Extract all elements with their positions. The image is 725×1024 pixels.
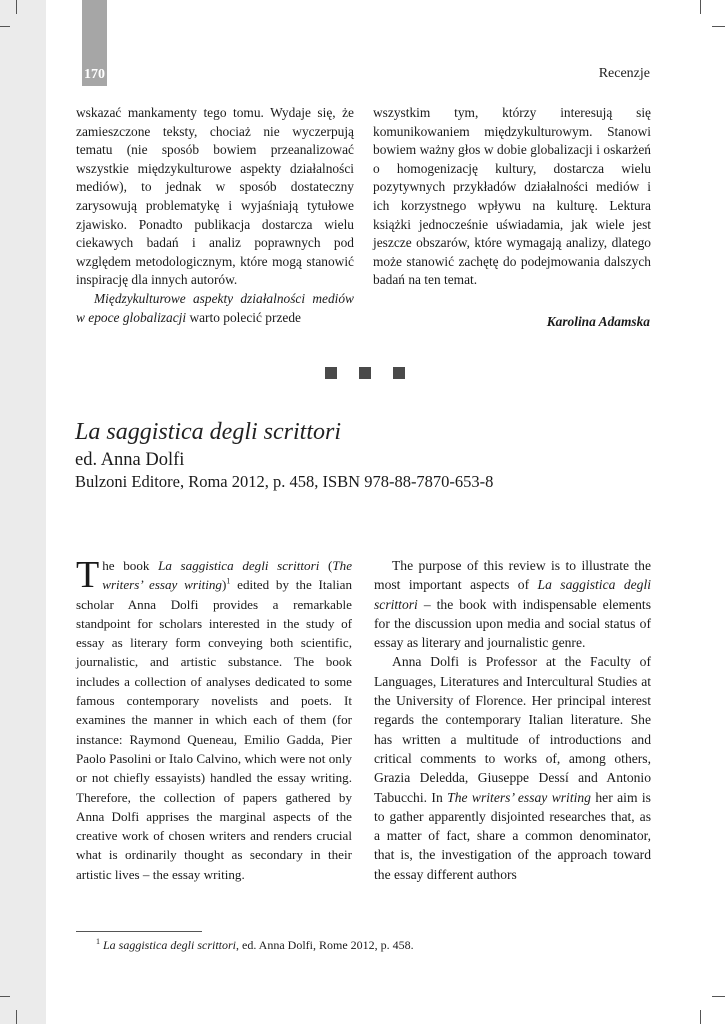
previous-review-book-title: Międzykulturowe aspekty działalności mediów w epoce globalizacji (76, 290, 354, 325)
section-separator (325, 367, 405, 379)
book-publication-info: Bulzoni Editore, Roma 2012, p. 458, ISBN 978-88-7870-653-8 (75, 472, 494, 491)
crop-mark (712, 26, 725, 27)
footnote-rule (76, 931, 202, 932)
separator-square (359, 367, 371, 379)
running-head: Recenzje (598, 66, 650, 81)
review-left-column (76, 556, 352, 884)
crop-mark (712, 996, 725, 997)
page-number: 170 (84, 67, 105, 82)
crop-mark (0, 26, 10, 27)
book-title: La saggistica degli scrittori (75, 419, 342, 445)
review-right-column (374, 556, 651, 884)
separator-square (393, 367, 405, 379)
footnote-marker[interactable]: 1 (226, 576, 231, 586)
crop-mark (16, 0, 17, 14)
footnote-number: 1 (96, 937, 100, 946)
review-paragraph: The book La saggistica degli scrittori (The writers’ essay writing)$^1$ edited by the Italian scholar Anna Dolfi provides a remarkable standpoint for scholars interested in the study of essay as literary form conveying both scientific, journalistic, and artistic substance. The book includes a collection of analyses dedicated to some famous contemporary novelists and poets. It examines the manner in which each of them (for instance: Raymond Queneau, Emilio Gadda, Pier Paolo Pasolini or Italo Calvino, which were not only or not chiefly essayists) handled the essay writing. Therefore, the collection of papers gathered by Anna Dolfi apprises the marginal aspects of the creative work of chosen writers and renders crucial what is ordinarily thought as secondary in their artistic lives – the essay writing. (76, 554, 352, 882)
crop-mark (700, 1010, 701, 1024)
crop-mark (700, 0, 701, 14)
drop-cap: T (76, 554, 100, 596)
review-paragraph: Anna Dolfi is Professor at the Faculty of Languages, Literatures and Intercultural Studies at the University of Florence. Her principal interest regards the contemporary Italian literature. She has written a multitude of introductions and critical comments to works of, among others, Grazia Deledda, Giuseppe Dessí and Antonio Tabucchi. In The writers’ essay writing her aim is to gather apparently disjointed researches that, as a matter of fact, share a common denominator, that is, the investigation of the approach toward the essay different authors (374, 654, 651, 882)
previous-review-left-column (76, 104, 354, 327)
separator-square (325, 367, 337, 379)
crop-mark (16, 1010, 17, 1024)
review-paragraph: The purpose of this review is to illustrate the most important aspects of La saggistica degli scrittori – the book with indispensable elements for the discussion upon media and social status of essay as literary and journalistic genre. (374, 558, 652, 651)
reviewer-signature: Karolina Adamska (546, 314, 650, 329)
previous-review-paragraph: wskazać mankamenty tego tomu. Wydaje się, że zamieszczone teksty, chociaż nie wyczerpują tematu (nie sposób bowiem przeanalizować wszystkie międzykulturowe aspekty działalności mediów), to jednak w sposób dostateczny zarysowują problematykę i wyjaśniają tytułowe zjawisko. Ponadto publikacja dostarcza wielu ciekawych badań i analiz poprawnych pod względem metodologicznym, które mogą stanowić inspirację dla innych autorów. (76, 105, 354, 288)
book-editor: ed. Anna Dolfi (75, 450, 185, 470)
previous-review-paragraph: Międzykulturowe aspekty działalności mediów w epoce globalizacji warto polecić przede (76, 290, 354, 325)
previous-review-right-column (373, 104, 651, 290)
crop-mark (0, 996, 10, 997)
previous-review-paragraph: wszystkim tym, którzy interesują się komunikowaniem międzykulturowym. Stanowi bowiem ważny głos w dobie globalizacji i oskarżeń o homogenizację kultury, dostarcza wielu pozytywnych przykładów działalności mediów i ich korzystnego wpływu na kulturę. Lektura książki jednocześnie uświadamia, jak wiele jest jeszcze obszarów, które wymagają analizy, dlatego może stanowić zachętę do podejmowania dalszych badań na ten temat. (373, 105, 651, 288)
footnote: $^1$ La saggistica degli scrittori, ed. Anna Dolfi, Rome 2012, p. 458. (96, 937, 414, 952)
